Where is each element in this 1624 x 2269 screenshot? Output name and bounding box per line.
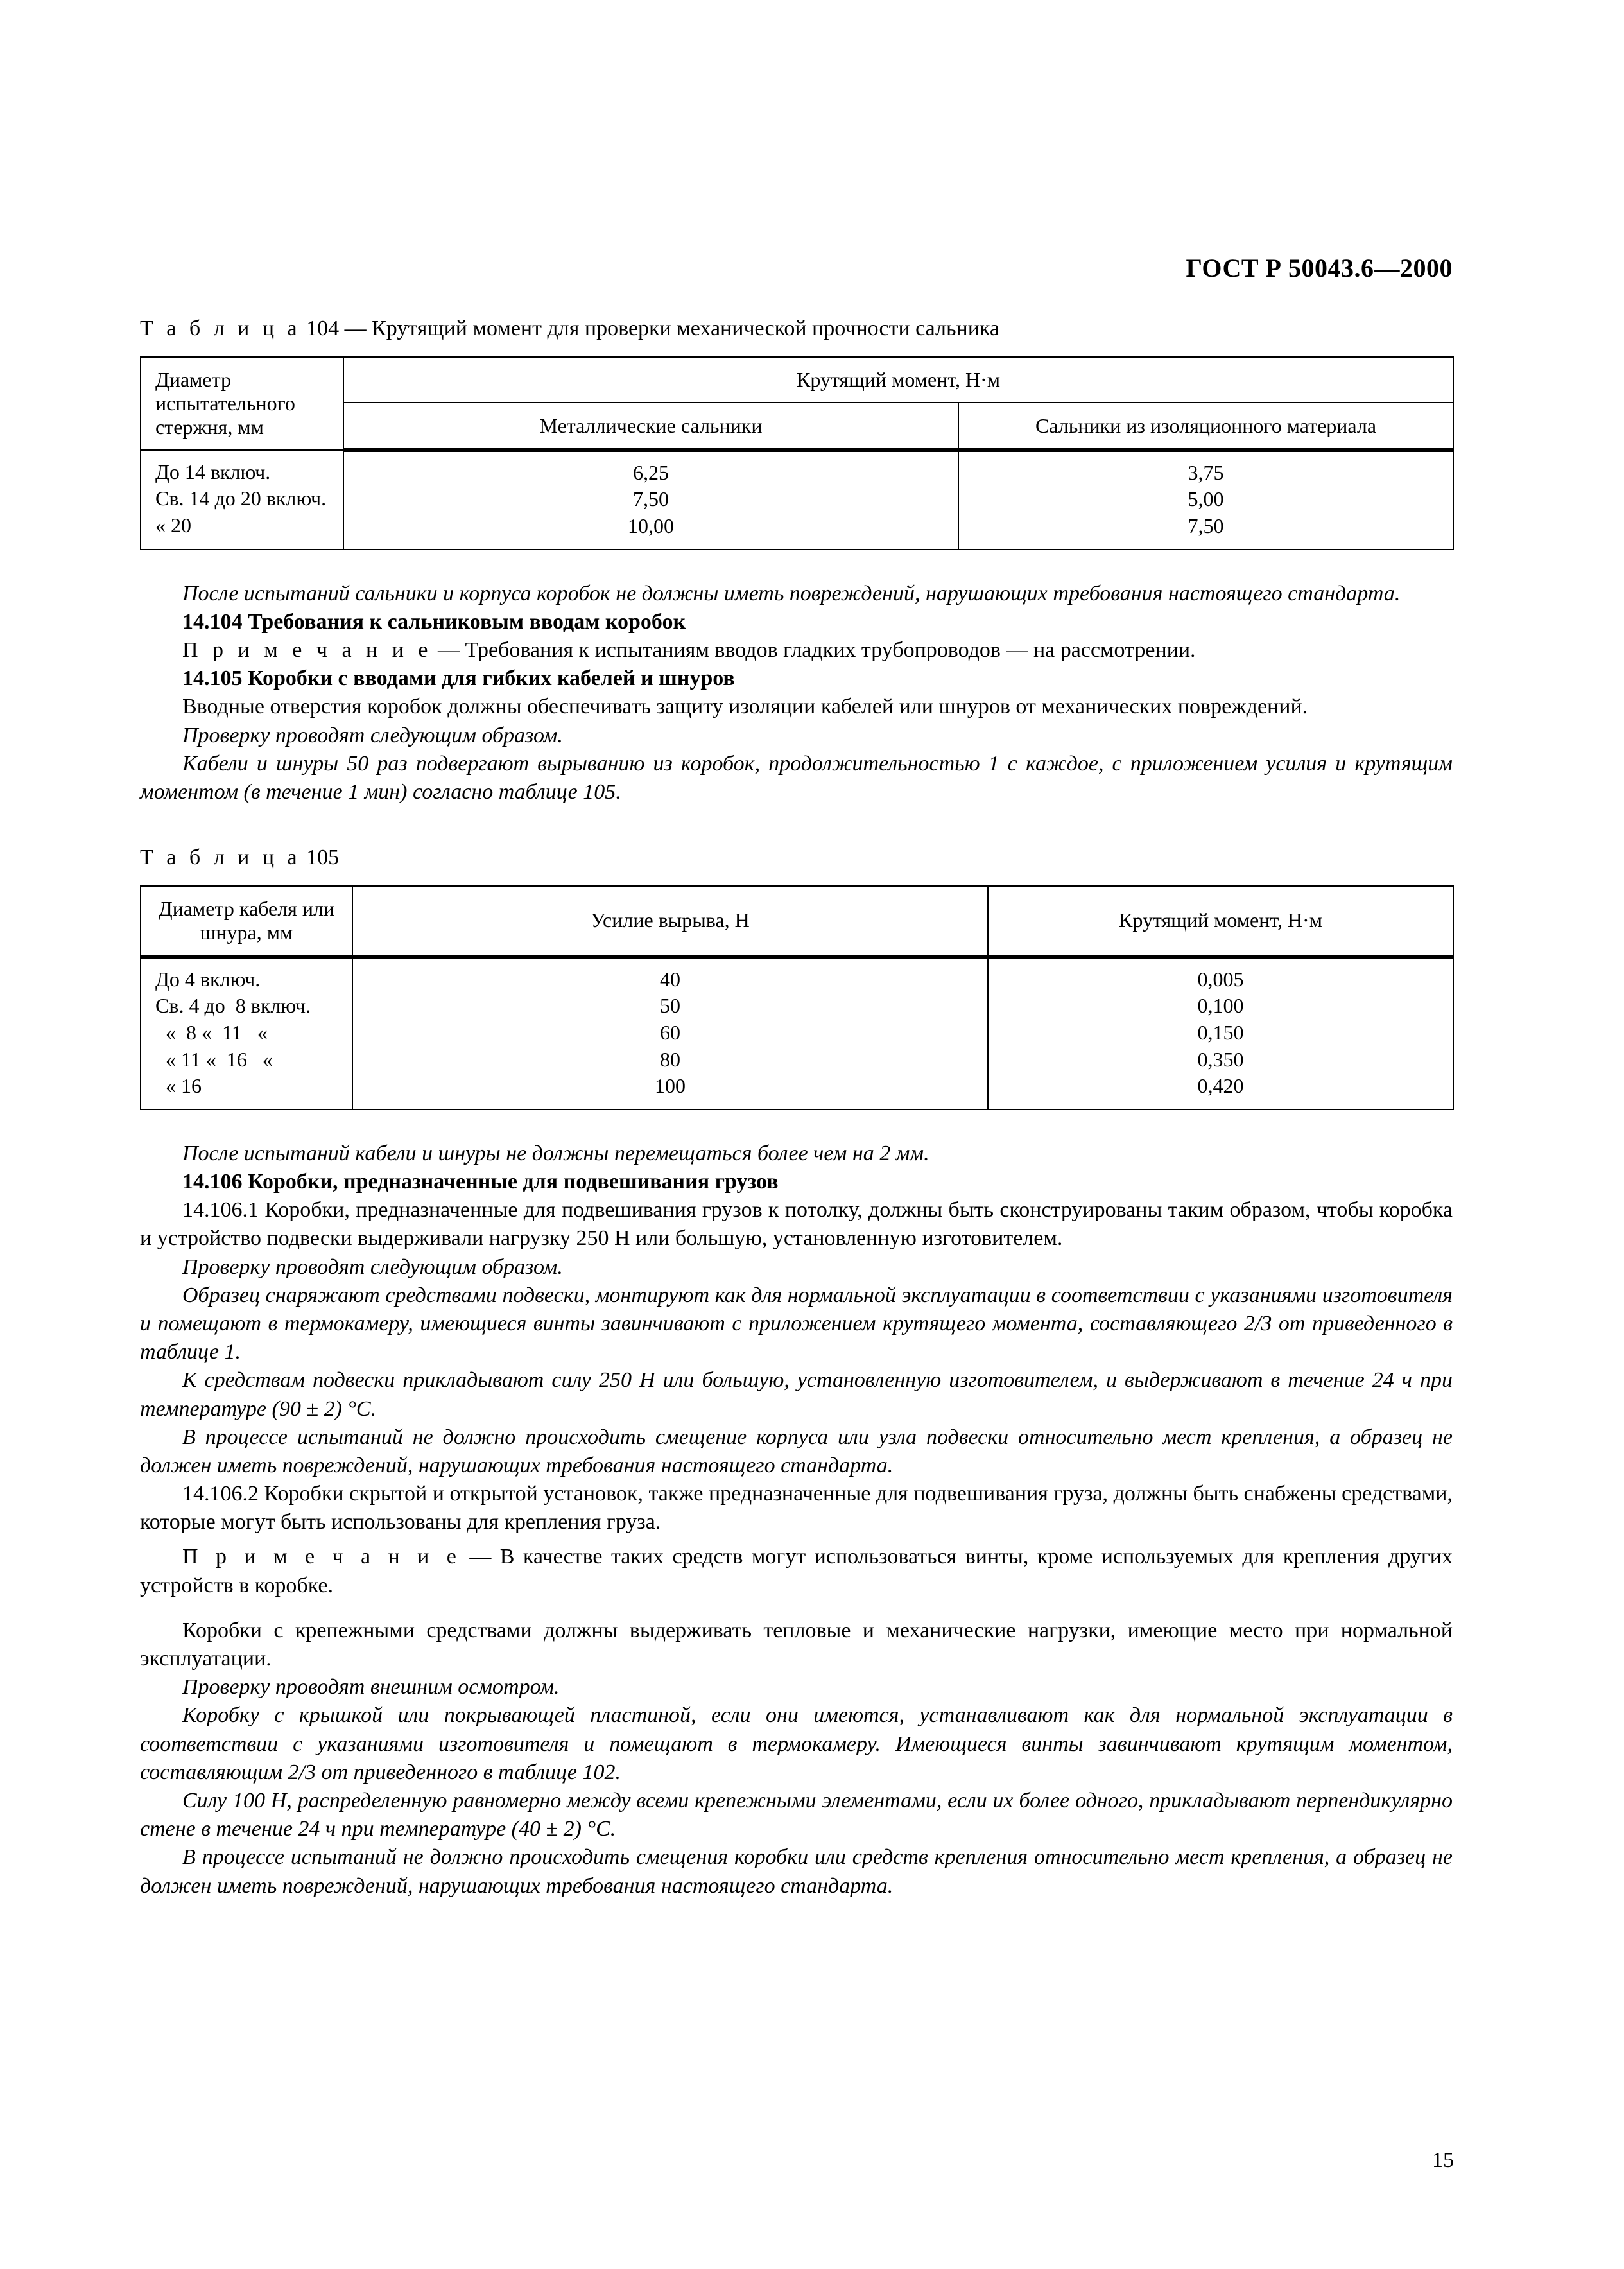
- table-cell: До 14 включ.: [155, 460, 271, 483]
- table-cell: 7,50: [1188, 514, 1224, 537]
- table-cell: 100: [655, 1074, 686, 1098]
- paragraph-no-displacement-2: В процессе испытаний не должно происходить смещения коробки или средств крепления относительно мест крепления, а образец не должен иметь повреждений, нарушающих требования настоящего стандарта.: [140, 1845, 1453, 1898]
- note-14-104: [140, 636, 1453, 665]
- table-105-caption-word: Т а б л и ц а: [140, 846, 301, 870]
- table-104-diameter-stack: [155, 451, 343, 548]
- table-104-caption: [140, 316, 1453, 342]
- heading-14-106: 14.106 Коробки, предназначенные для подвешивания грузов: [182, 1170, 779, 1194]
- table-104-group-header: Крутящий момент, Н·м: [343, 357, 1453, 403]
- paragraph-14-105-intro: Вводные отверстия коробок должны обеспечивать защиту изоляции кабелей или шнуров от механических повреждений.: [182, 695, 1308, 719]
- table-cell: 5,00: [1188, 487, 1224, 511]
- table-105-col2-values: [352, 957, 988, 1109]
- table-cell: « 11 « 16 «: [155, 1047, 273, 1071]
- table-104-metal-stack: [344, 452, 958, 549]
- running-header-standard-number: ГОСТ Р 50043.6—2000: [1186, 254, 1453, 283]
- table-104-col2-header: Металлические сальники: [343, 403, 958, 450]
- table-104: [140, 356, 1454, 550]
- paragraph-fastening-loads: Коробки с крепежными средствами должны выдерживать тепловые и механические нагрузки, имеющие место при нормальной эксплуатации.: [140, 1618, 1453, 1671]
- table-cell: « 8 « 11 «: [155, 1021, 268, 1045]
- table-105-col3-header: Крутящий момент, Н·м: [988, 886, 1453, 957]
- paragraph-sample-setup: Образец снаряжают средствами подвески, монтируют как для нормальной эксплуатации в соответствии с указаниями изготовителя и помещают в термокамеру, имеющиеся винты завинчивают с приложением крутящего момента, составляющего 2/3 от приведенного в таблице 1.: [140, 1283, 1453, 1364]
- paragraph-after-table-105: После испытаний кабели и шнуры не должны перемещаться более чем на 2 мм.: [182, 1141, 929, 1165]
- table-cell: 0,350: [1197, 1047, 1244, 1071]
- table-cell: « 16: [155, 1074, 202, 1098]
- heading-14-104: 14.104 Требования к сальниковым вводам коробок: [182, 609, 686, 634]
- table-105-torque-stack: [989, 959, 1453, 1109]
- table-cell: Св. 4 до 8 включ.: [155, 994, 311, 1018]
- table-cell: « 20: [155, 513, 191, 537]
- table-row: [141, 886, 1453, 957]
- table-cell: До 4 включ.: [155, 967, 261, 991]
- table-105-col1-values: [141, 957, 352, 1109]
- table-105-col2-header: Усилие вырыва, Н: [352, 886, 988, 957]
- table-cell: 0,100: [1197, 994, 1244, 1018]
- table-104-col1-header: Диаметр испытательного стержня, мм: [141, 357, 343, 450]
- table-104-col2-values: [343, 450, 958, 550]
- note-text: — В качестве таких средств могут использоваться винты, кроме используемых для крепления других устройств в коробке.: [140, 1545, 1453, 1597]
- table-105-caption-rest: 105: [300, 846, 340, 870]
- table-105-force-stack: [353, 959, 987, 1109]
- table-105-col1-header: Диаметр кабеля или шнура, мм: [141, 886, 352, 957]
- table-row: [141, 450, 1453, 550]
- table-104-caption-rest: 104 — Крутящий момент для проверки механической прочности сальника: [300, 317, 1000, 340]
- table-104-insulating-stack: [959, 452, 1453, 549]
- table-row: [141, 357, 1453, 403]
- table-row: [141, 957, 1453, 1109]
- paragraph-check-method-1: Проверку проводят следующим образом.: [182, 723, 563, 747]
- heading-14-105: 14.105 Коробки с вводами для гибких кабелей и шнуров: [182, 666, 735, 691]
- note-text: — Требования к испытаниям вводов гладких трубопроводов — на рассмотрении.: [432, 638, 1196, 662]
- table-cell: 10,00: [628, 514, 674, 537]
- table-105-caption: [140, 845, 1453, 871]
- paragraph-check-method-2: Проверку проводят следующим образом.: [182, 1255, 563, 1279]
- table-cell: 40: [660, 967, 680, 991]
- table-105-col3-values: [988, 957, 1453, 1109]
- table-cell: 60: [660, 1021, 680, 1045]
- table-cell: 80: [660, 1047, 680, 1071]
- paragraph-after-table-104: После испытаний сальники и корпуса коробок не должны иметь повреждений, нарушающих требования настоящего стандарта.: [182, 581, 1401, 605]
- paragraph-force-250n: К средствам подвески прикладывают силу 250 Н или большую, установленную изготовителем, и выдерживают в течение 24 ч при температуре (90 ± 2) °С.: [140, 1368, 1453, 1421]
- paragraph-14-106-1: 14.106.1 Коробки, предназначенные для подвешивания грузов к потолку, должны быть сконструированы таким образом, чтобы коробка и устройство подвески выдерживали нагрузку 250 Н или большую, установленную изготовителем.: [140, 1198, 1453, 1251]
- table-cell: 0,420: [1197, 1074, 1244, 1098]
- paragraph-check-method-3: Проверку проводят внешним осмотром.: [182, 1675, 560, 1700]
- paragraph-box-with-cover: Коробку с крышкой или покрывающей пластиной, если они имеются, устанавливают как для нормальной эксплуатации в соответствии с указаниями изготовителя и помещают в термокамеру. Имеющиеся винты завинчивают крутящим моментом, составляющим 2/3 от приведенного в таблице 102.: [140, 1703, 1453, 1784]
- table-105: [140, 885, 1454, 1110]
- table-105-diameter-stack: [155, 959, 352, 1109]
- table-104-caption-word: Т а б л и ц а: [140, 317, 301, 340]
- table-cell: 0,005: [1197, 967, 1244, 991]
- table-cell: 7,50: [633, 487, 669, 511]
- table-104-col3-values: [958, 450, 1453, 550]
- paragraph-force-100n: Силу 100 Н, распределенную равномерно между всеми крепежными элементами, если их более одного, прикладывают перпендикулярно стене в течение 24 ч при температуре (40 ± 2) °С.: [140, 1788, 1453, 1841]
- page-content: [140, 0, 1453, 1900]
- table-cell: 0,150: [1197, 1021, 1244, 1045]
- note-14-106-2: [140, 1543, 1453, 1599]
- table-cell: 3,75: [1188, 460, 1224, 484]
- table-104-col3-header: Сальники из изоляционного материала: [958, 403, 1453, 450]
- table-cell: 6,25: [633, 460, 669, 484]
- table-cell: 50: [660, 994, 680, 1018]
- paragraph-no-displacement-1: В процессе испытаний не должно происходить смещение корпуса или узла подвески относительно мест крепления, а образец не должен иметь повреждений, нарушающих требования настоящего стандарта.: [140, 1425, 1453, 1477]
- page-number: 15: [1432, 2148, 1454, 2172]
- paragraph-14-106-2: 14.106.2 Коробки скрытой и открытой установок, также предназначенные для подвешивания груза, должны быть снабжены средствами, которые могут быть использованы для крепления груза.: [140, 1482, 1453, 1534]
- note-label: П р и м е ч а н и е: [182, 638, 433, 662]
- table-104-col1-values: [141, 450, 343, 550]
- table-cell: Св. 14 до 20 включ.: [155, 487, 327, 510]
- paragraph-pull-test: Кабели и шнуры 50 раз подвергают вырыванию из коробок, продолжительностью 1 с каждое, с приложением усилия и крутящим моментом (в течение 1 мин) согласно таблице 105.: [140, 751, 1453, 804]
- note-label: П р и м е ч а н и е: [182, 1545, 461, 1569]
